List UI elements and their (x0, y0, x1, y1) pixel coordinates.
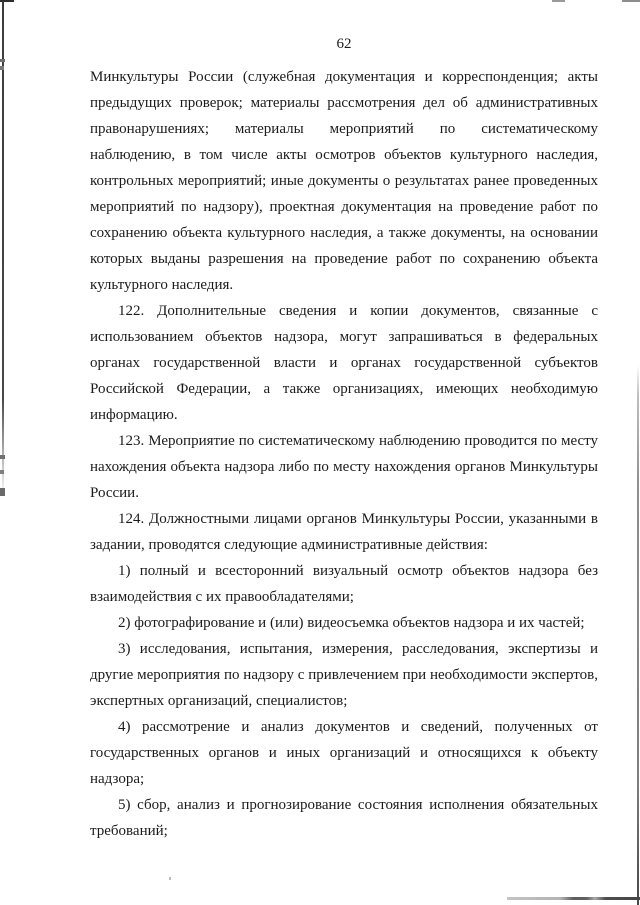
scan-artifact-right-line (637, 365, 639, 905)
scan-artifact-left-tick (0, 66, 4, 70)
scan-artifact-top-dash (552, 0, 565, 2)
scan-artifact-left-line (2, 0, 4, 497)
scan-artifact-left-tick (0, 455, 5, 459)
list-item-5: 5) сбор, анализ и прогнозирование состояния исполнения обязательных требований; (90, 797, 598, 839)
page-number: 62 (336, 36, 352, 52)
scan-artifact-left-tick (0, 470, 4, 474)
paragraph-123: 123. Мероприятие по систематическому наблюдению проводится по месту нахождения объекта надзора либо по месту нахождения органов Минкультуры России. (90, 433, 598, 501)
scan-artifact-speck (169, 877, 171, 880)
scan-artifact-left-tick (0, 59, 5, 62)
list-item-1: 1) полный и всесторонний визуальный осмотр объектов надзора без взаимодействия с их правообладателями; (90, 563, 598, 605)
list-item-3: 3) исследования, испытания, измерения, расследования, экспертизы и другие мероприятия по надзору с привлечением при необходимости экспертов, экспертных организаций, специалистов; (90, 641, 598, 709)
document-body (90, 64, 598, 844)
paragraph-122: 122. Дополнительные сведения и копии документов, связанные с использованием объектов надзора, могут запрашиваться в федеральных органах государственной власти и органах государственной субъектов Российской Федерации, а также организациях, имеющих необходимую информацию. (90, 303, 598, 423)
list-item-2: 2) фотографирование и (или) видеосъемка объектов надзора и их частей; (118, 615, 585, 631)
paragraph-124: 124. Должностными лицами органов Минкультуры России, указанными в задании, проводятся следующие административные действия: (90, 511, 598, 553)
scan-artifact-top-dash (622, 0, 640, 2)
scan-artifact-bottom-band (507, 897, 640, 900)
scan-artifact-top-left-mark (0, 0, 14, 2)
scan-artifact-left-tick (0, 488, 5, 496)
list-item-4: 4) рассмотрение и анализ документов и сведений, полученных от государственных органов и иных организаций и относящихся к объекту надзора; (90, 719, 598, 787)
paragraph-continuation: Минкультуры России (служебная документация и корреспонденция; акты предыдущих проверок; материалы рассмотрения дел об административных правонарушениях; материалы мероприятий по систематическому наблюдению, в том числе акты осмотров объектов культурного наследия, контрольных мероприятий; иные документы о результатах ранее проведенных мероприятий по надзору), проектная документация на проведение работ по сохранению объекта культурного наследия, а также документы, на основании которых выданы разрешения на проведение работ по сохранению объекта культурного наследия. (90, 69, 598, 293)
